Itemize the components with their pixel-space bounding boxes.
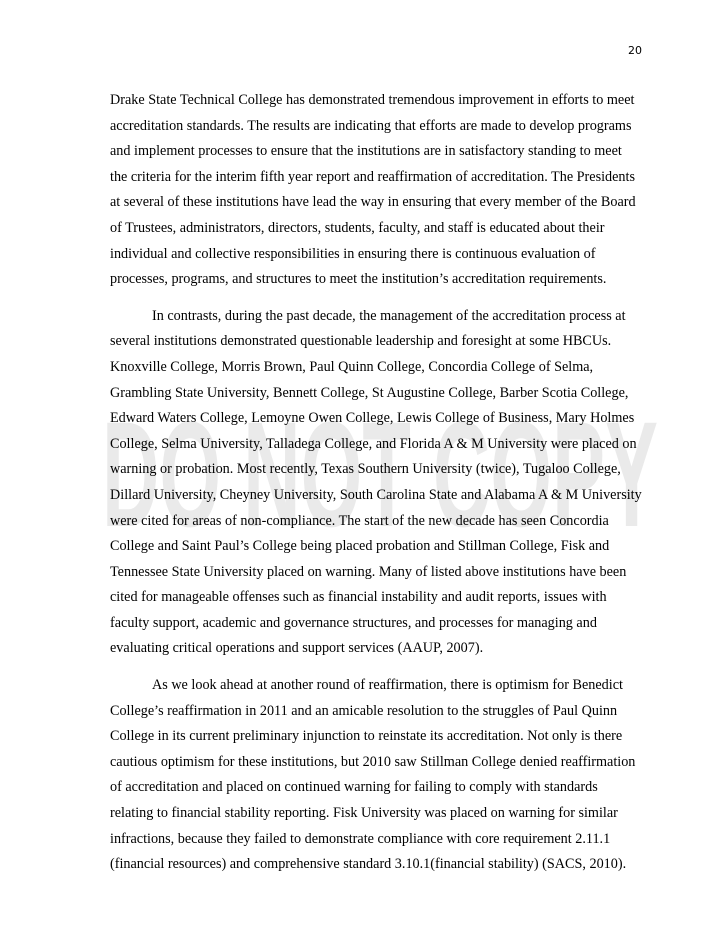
paragraph-3: As we look ahead at another round of reaffirmation, there is optimism for Benedict College’s reaffirmation in 2011 and an amicable resolution to the struggles of Paul Quinn College in its current preliminary injunction to reinstate its accreditation. Not only is there cautious optimism for these institutions, but 2010 saw Stillman College denied reaffirmation of accreditation and placed on continued warning for failing to comply with standards relating to financial stability reporting. Fisk University was placed on warning for similar infractions, because they failed to demonstrate compliance with core requirement 2.11.1 (financial resources) and comprehensive standard 3.10.1(financial stability) (SACS, 2010). (110, 677, 636, 873)
paragraph-1: Drake State Technical College has demonstrated tremendous improvement in efforts to meet accreditation standards. The results are indicating that efforts are made to develop programs and implement processes to ensure that the institutions are in satisfactory standing to meet the criteria for the interim fifth year report and reaffirmation of accreditation. The Presidents at several of these institutions have lead the way in ensuring that every member of the Board of Trustees, administrators, directors, students, faculty, and staff is educated about their individual and collective responsibilities in ensuring there is continuous evaluation of processes, programs, and structures to meet the institution’s accreditation requirements. (110, 92, 636, 288)
body-text (110, 88, 642, 889)
paragraph-2: In contrasts, during the past decade, the management of the accreditation process at several institutions demonstrated questionable leadership and foresight at some HBCUs. Knoxville College, Morris Brown, Paul Quinn College, Concordia College of Selma, Grambling State University, Bennett College, St Augustine College, Barber Scotia College, Edward Waters College, Lemoyne Owen College, Lewis College of Business, Mary Holmes College, Selma University, Talladega College, and Florida A & M University were placed on warning or probation. Most recently, Texas Southern University (twice), Tugaloo College, Dillard University, Cheyney University, South Carolina State and Alabama A & M University were cited for areas of non-compliance. The start of the new decade has seen Concordia College and Saint Paul’s College being placed probation and Stillman College, Fisk and Tennessee State University placed on warning. Many of listed above institutions have been cited for manageable offenses such as financial instability and audit reports, issues with faculty support, academic and governance structures, and processes for managing and evaluating critical operations and support services (AAUP, 2007). (110, 307, 642, 657)
watermark-text: DO NOT COPY (102, 398, 658, 538)
page-number: 20 (628, 44, 642, 57)
